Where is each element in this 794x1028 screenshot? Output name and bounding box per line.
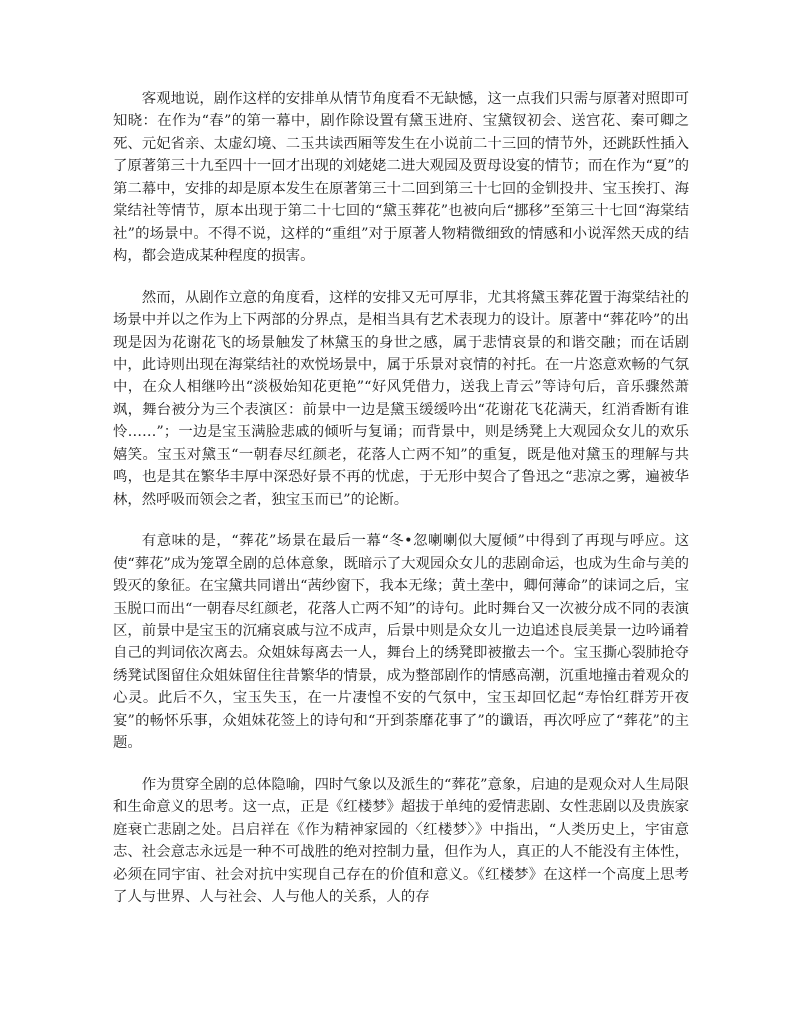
paragraph-2: 然而，从剧作立意的角度看，这样的安排又无可厚非，尤其将黛玉葬花置于海棠结社的场景中并以之作为上下两部的分界点，是相当具有艺术表现力的设计。原著中“葬花吟”的出现是因为花谢花飞的场景触发了林黛玉的身世之感，属于悲情哀景的和谐交融；而在话剧中，此诗则出现在海棠结社的欢悦场景中，属于乐景对哀情的衬托。在一片恣意欢畅的气氛中，在众人相继吟出“淡极始知花更艳”“好风凭借力，送我上青云”等诗句后，音乐骤然萧飒，舞台被分为三个表演区：前景中一边是黛玉缓缓吟出“花谢花飞花满天，红消香断有谁怜……”；一边是宝玉满脸悲戚的倾听与复诵；而背景中，则是绣凳上大观园众女儿的欢乐嬉笑。宝玉对黛玉“一朝春尽红颜老，花落人亡两不知”的重复，既是他对黛玉的理解与共鸣，也是其在繁华丰厚中深恐好景不再的忧虑，于无形中契合了鲁迅之“悲凉之雾，遍被华林，然呼吸而领会之者，独宝玉而已”的论断。 — [113, 289, 689, 508]
paragraph-3: 有意味的是，“葬花”场景在最后一幕“冬•忽喇喇似大厦倾”中得到了再现与呼应。这使“葬花”成为笼罩全剧的总体意象，既暗示了大观园众女儿的悲剧命运，也成为生命与美的毁灭的象征。在宝黛共同谱出“茜纱窗下，我本无缘；黄土垄中，卿何薄命”的诔词之后，宝玉脱口而出“一朝春尽红颜老，花落人亡两不知”的诗句。此时舞台又一次被分成不同的表演区，前景中是宝玉的沉痛哀戚与泣不成声，后景中则是众女儿一边追述良辰美景一边吟诵着自己的判词依次离去。众姐妹每离去一人，舞台上的绣凳即被撤去一个。宝玉撕心裂肺抢夺绣凳试图留住众姐妹留住往昔繁华的情景，成为整部剧作的情感高潮，沉重地撞击着观众的心灵。此后不久，宝玉失玉，在一片凄惶不安的气氛中，宝玉却回忆起“寿怡红群芳开夜宴”的畅怀乐事，众姐妹花签上的诗句和“开到荼靡花事了”的谶语，再次呼应了“葬花”的主题。 — [113, 533, 689, 752]
document-page — [113, 88, 689, 908]
paragraph-4: 作为贯穿全剧的总体隐喻，四时气象以及派生的“葬花”意象，启迪的是观众对人生局限和生命意义的思考。这一点，正是《红楼梦》超拔于单纯的爱情悲剧、女性悲剧以及贵族家庭衰亡悲剧之处。吕启祥在《作为精神家园的〈红楼梦〉》中指出，“人类历史上，宇宙意志、社会意志永远是一种不可战胜的绝对控制力量，但作为人，真正的人不能没有主体性，必须在同宇宙、社会对抗中实现自己存在的价值和意义。《红楼梦》在这样一个高度上思考了人与世界、人与社会、人与他人的关系，人的存 — [113, 776, 689, 905]
paragraph-1: 客观地说，剧作这样的安排单从情节角度看不无缺憾，这一点我们只需与原著对照即可知晓：在作为“春”的第一幕中，剧作除设置有黛玉进府、宝黛钗初会、送宫花、秦可卿之死、元妃省亲、太虚幻境、二玉共读西厢等发生在小说前二十三回的情节外，还跳跃性插入了原著第三十九至四十一回才出现的刘姥姥二进大观园及贾母设宴的情节；而在作为“夏”的第二幕中，安排的却是原本发生在原著第三十二回到第三十七回的金钏投井、宝玉挨打、海棠结社等情节，原本出现于第二十七回的“黛玉葬花”也被向后“挪移”至第三十七回“海棠结社”的场景中。不得不说，这样的“重组”对于原著人物精微细致的情感和小说浑然天成的结构，都会造成某种程度的损害。 — [113, 91, 689, 265]
